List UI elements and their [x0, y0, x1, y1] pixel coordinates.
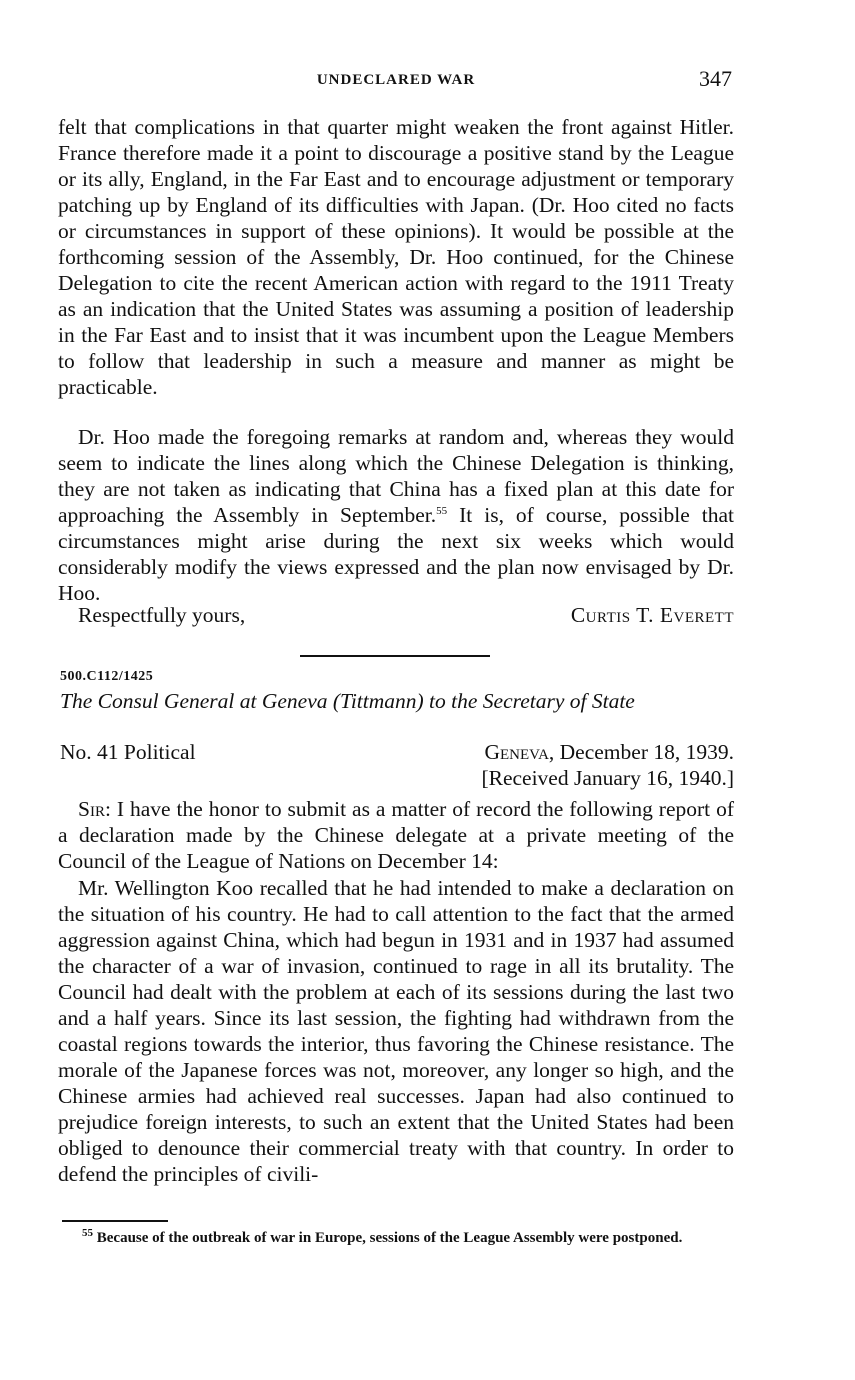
- footnote-reference: 55: [436, 504, 448, 517]
- footnote: [62, 1229, 738, 1247]
- closing: Respectfully yours,: [78, 603, 246, 627]
- signature: Curtis T. Everett: [570, 603, 734, 627]
- document-title: The Consul General at Geneva (Tittmann) to the Secretary of State: [60, 689, 635, 713]
- footnote-marker: 55: [82, 1227, 93, 1239]
- received-date: [Received January 16, 1940.]: [481, 766, 734, 790]
- signature-line: [78, 603, 734, 629]
- section-divider: [300, 655, 490, 657]
- document-number: No. 41 Political: [60, 740, 196, 764]
- letter-paragraph-2: [58, 424, 734, 606]
- footnote-text: Because of the outbreak of war in Europe, sessions of the League Assembly were postponed.: [93, 1230, 683, 1246]
- file-number: 500.C112/1425: [60, 669, 154, 684]
- letter-paragraph-2-tail: It is, of course, possible that circumstances might arise during the next six weeks which would considerably modify the views expressed and the plan now envisaged by Dr. Hoo.: [58, 503, 734, 605]
- report-paragraph-2: Mr. Wellington Koo recalled that he had intended to make a declaration on the situation of his country. He had to call attention to the fact that the armed aggression against China, which had begun in 1931 and in 1937 had assumed the character of a war of invasion, continued to rage in all its brutality. The Council had dealt with the problem at each of its sessions during the last two and a half years. Since its last session, the fighting had withdrawn from the coastal regions towards the interior, thus favoring the Chinese resistance. The morale of the Japanese forces was not, moreover, any longer so high, and the Chinese armies had achieved real successes. Japan had also continued to prejudice foreign interests, to such an extent that the United States had been obliged to denounce their commercial treaty with that country. In order to defend the principles of civili-: [58, 876, 734, 1186]
- report-paragraph-1: [58, 796, 734, 874]
- dateline: [60, 739, 734, 791]
- date-block: [481, 739, 734, 791]
- date-line: [481, 739, 734, 765]
- letter-paragraph-2-text: Dr. Hoo made the foregoing remarks at random and, whereas they would seem to indicate the lines along which the Chinese Delegation is thinking, they are not taken as indicating that China has a fixed plan at this date for approaching the Assembly in September.: [58, 425, 734, 527]
- running-head: UNDECLARED WAR: [316, 72, 476, 88]
- place: Geneva: [484, 740, 549, 764]
- footnote-rule: [62, 1220, 168, 1222]
- report-paragraph-1-text: : I have the honor to submit as a matter of record the following report of a declaration made by the Chinese delegate at a private meeting of the Council of the League of Nations on December 14:: [58, 797, 734, 873]
- salutation: Sir: [78, 797, 105, 821]
- letter-paragraph-1: felt that complications in that quarter might weaken the front against Hitler. France therefore made it a point to discourage a positive stand by the League or its ally, England, in the Far East and to encourage adjustment or temporary patching up by England of its difficulties with Japan. (Dr. Hoo cited no facts or circumstances in support of these opinions). It would be possible at the forthcoming session of the Assembly, Dr. Hoo continued, for the Chinese Delegation to cite the recent American action with regard to the 1911 Treaty as an indication that the United States was assuming a position of leadership in the Far East and to insist that it was incumbent upon the League Members to follow that leadership in such a measure and manner as might be practicable.: [58, 115, 734, 399]
- page-number: 347: [699, 66, 732, 91]
- page-header: [60, 66, 732, 96]
- date: , December 18, 1939.: [548, 740, 734, 764]
